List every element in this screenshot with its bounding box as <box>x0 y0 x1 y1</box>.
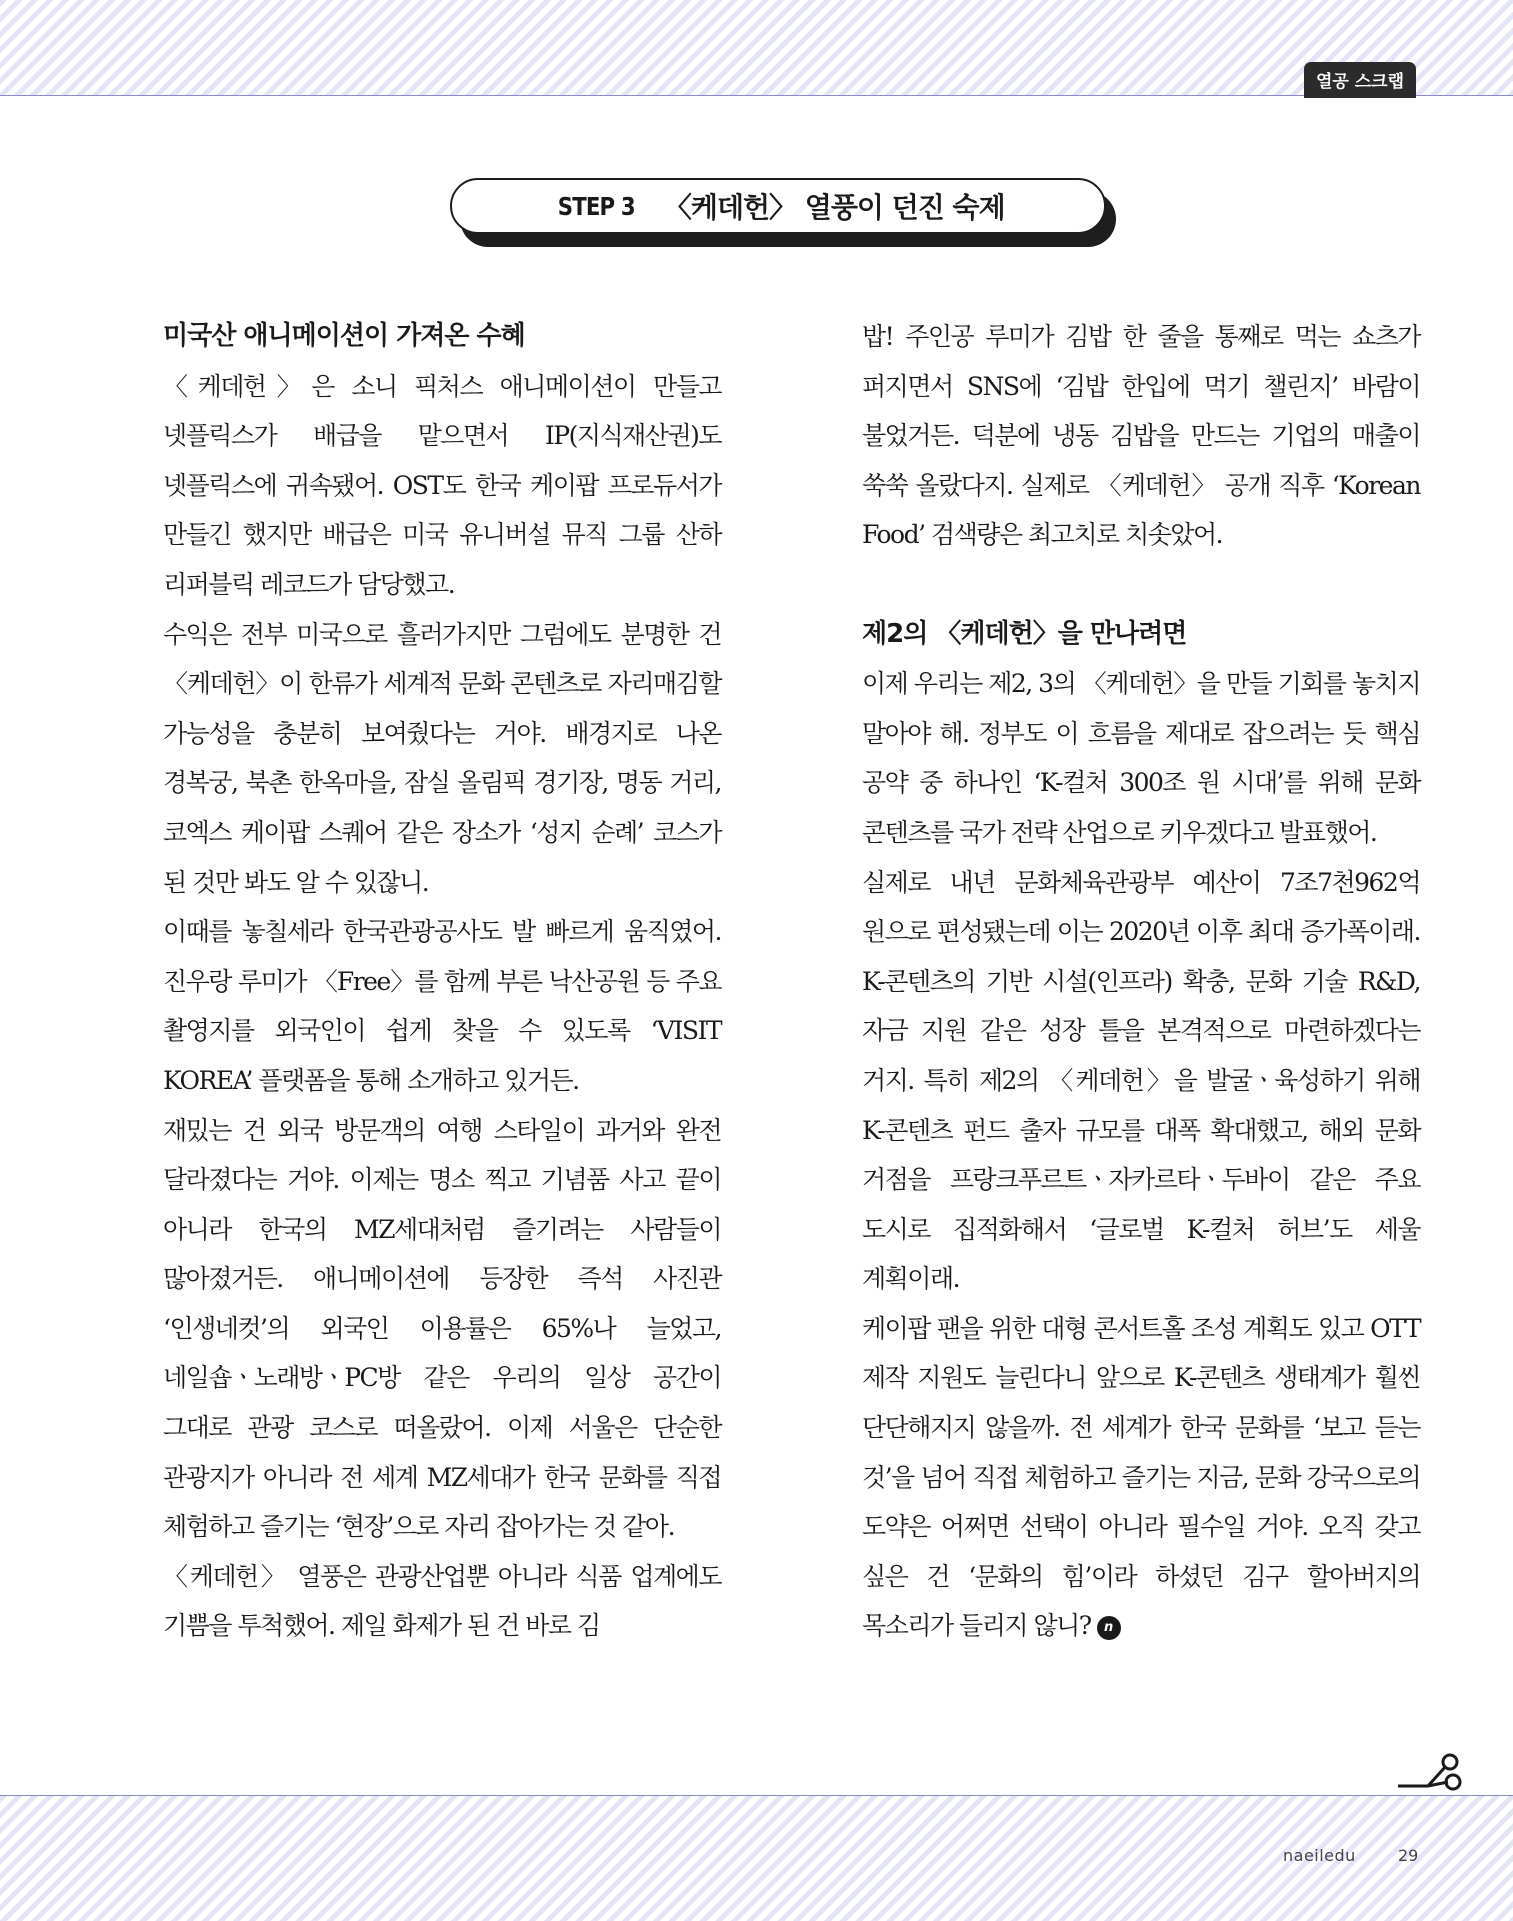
left-paragraph-5: 〈케데헌〉 열풍은 관광산업뿐 아니라 식품 업계에도 기쁨을 투척했어. 제일 화제가 된 건 바로 김 <box>163 1561 721 1641</box>
right-paragraph-3-text: 케이팝 팬을 위한 대형 콘서트홀 조성 계획도 있고 OTT 제작 지원도 늘린다니 앞으로 K-콘텐츠 생태계가 훨씬 단단해지지 않을까. 전 세계가 한국 문화를 ‘보고 듣는 것’을 넘어 직접 체험하고 즐기는 지금, 문화 강국으로의 도약은 어쩌면 선택이 아니라 필수일 거야. 오직 갖고 싶은 건 ‘문화의 힘’이라 하셨던 김구 할아버지의 목소리가 들리지 않니? <box>862 1313 1420 1641</box>
left-paragraph-2: 수익은 전부 미국으로 흘러가지만 그럼에도 분명한 건 〈케데헌〉이 한류가 세계적 문화 콘텐츠로 자리매김할 가능성을 충분히 보여줬다는 거야. 배경지로 나온 경복궁, 북촌 한옥마을, 잠실 올림픽 경기장, 명동 거리, 코엑스 케이팝 스퀘어 같은 장소가 ‘성지 순례’ 코스가 된 것만 봐도 알 수 있잖니. <box>163 619 721 897</box>
step-title: 〈케데헌〉 열풍이 던진 숙제 <box>663 191 1005 224</box>
end-mark-icon: n <box>1097 1616 1121 1640</box>
left-column <box>163 312 721 1651</box>
left-paragraph-3: 이때를 놓칠세라 한국관광공사도 발 빠르게 움직였어. 진우랑 루미가 〈Free〉를 함께 부른 낙산공원 등 주요 촬영지를 외국인이 쉽게 찾을 수 있도록 ‘VISIT KOREA’ 플랫폼을 통해 소개하고 있거든. <box>163 917 721 1095</box>
right-paragraph-3 <box>862 1304 1420 1651</box>
left-paragraph-1: 〈케데헌〉은 소니 픽처스 애니메이션이 만들고 넷플릭스가 배급을 맡으면서 IP(지식재산권)도 넷플릭스에 귀속됐어. OST도 한국 케이팝 프로듀서가 만들긴 했지만 배급은 미국 유니버설 뮤직 그룹 산하 리퍼블릭 레코드가 담당했고. <box>163 371 721 599</box>
right-heading: 제2의 〈케데헌〉을 만나려면 <box>862 618 1187 649</box>
right-column <box>862 312 1420 1651</box>
right-paragraph-1: 이제 우리는 제2, 3의 〈케데헌〉을 만들 기회를 놓치지 말아야 해. 정부도 이 흐름을 제대로 잡으려는 듯 핵심 공약 중 하나인 ‘K-컬처 300조 원 시대’를 위해 문화 콘텐츠를 국가 전략 산업으로 키우겠다고 발표했어. <box>862 669 1420 847</box>
left-paragraph-4: 재밌는 건 외국 방문객의 여행 스타일이 과거와 완전 달라졌다는 거야. 이제는 명소 찍고 기념품 사고 끝이 아니라 한국의 MZ세대처럼 즐기려는 사람들이 많아졌거든. 애니메이션에 등장한 즉석 사진관 ‘인생네컷’의 외국인 이용률은 65%나 늘었고, 네일숍ㆍ노래방ㆍPC방 같은 우리의 일상 공간이 그대로 관광 코스로 떠올랐어. 이제 서울은 단순한 관광지가 아니라 전 세계 MZ세대가 한국 문화를 직접 체험하고 즐기는 ‘현장’으로 자리 잡아가는 것 같아. <box>163 1115 721 1542</box>
step-banner-box <box>450 178 1106 234</box>
top-stripe-band <box>0 0 1513 96</box>
section-tag: 열공 스크랩 <box>1304 62 1416 98</box>
step-label: STEP 3 <box>558 191 636 221</box>
right-continuation: 밥! 주인공 루미가 김밥 한 줄을 통째로 먹는 쇼츠가 퍼지면서 SNS에 ‘김밥 한입에 먹기 챌린지’ 바람이 불었거든. 덕분에 냉동 김밥을 만드는 기업의 매출이 쑥쑥 올랐다지. 실제로 〈케데헌〉 공개 직후 ‘Korean Food’ 검색량은 최고치로 치솟았어. <box>862 322 1420 550</box>
left-heading: 미국산 애니메이션이 가져온 수혜 <box>163 321 525 351</box>
scissors-icon <box>1398 1752 1462 1798</box>
step-banner <box>450 178 1120 250</box>
right-paragraph-2: 실제로 내년 문화체육관광부 예산이 7조7천962억 원으로 편성됐는데 이는 2020년 이후 최대 증가폭이래. K-콘텐츠의 기반 시설(인프라) 확충, 문화 기술 R&D, 자금 지원 같은 성장 틀을 본격적으로 마련하겠다는 거지. 특히 제2의 〈케데헌〉을 발굴ㆍ육성하기 위해 K-콘텐츠 펀드 출자 규모를 대폭 확대했고, 해외 문화 거점을 프랑크푸르트ㆍ자카르타ㆍ두바이 같은 주요 도시로 집적화해서 ‘글로벌 K-컬처 허브’도 세울 계획이래. <box>862 867 1420 1294</box>
footer-brand: naeiledu <box>1283 1846 1356 1865</box>
page-number: 29 <box>1398 1846 1419 1865</box>
